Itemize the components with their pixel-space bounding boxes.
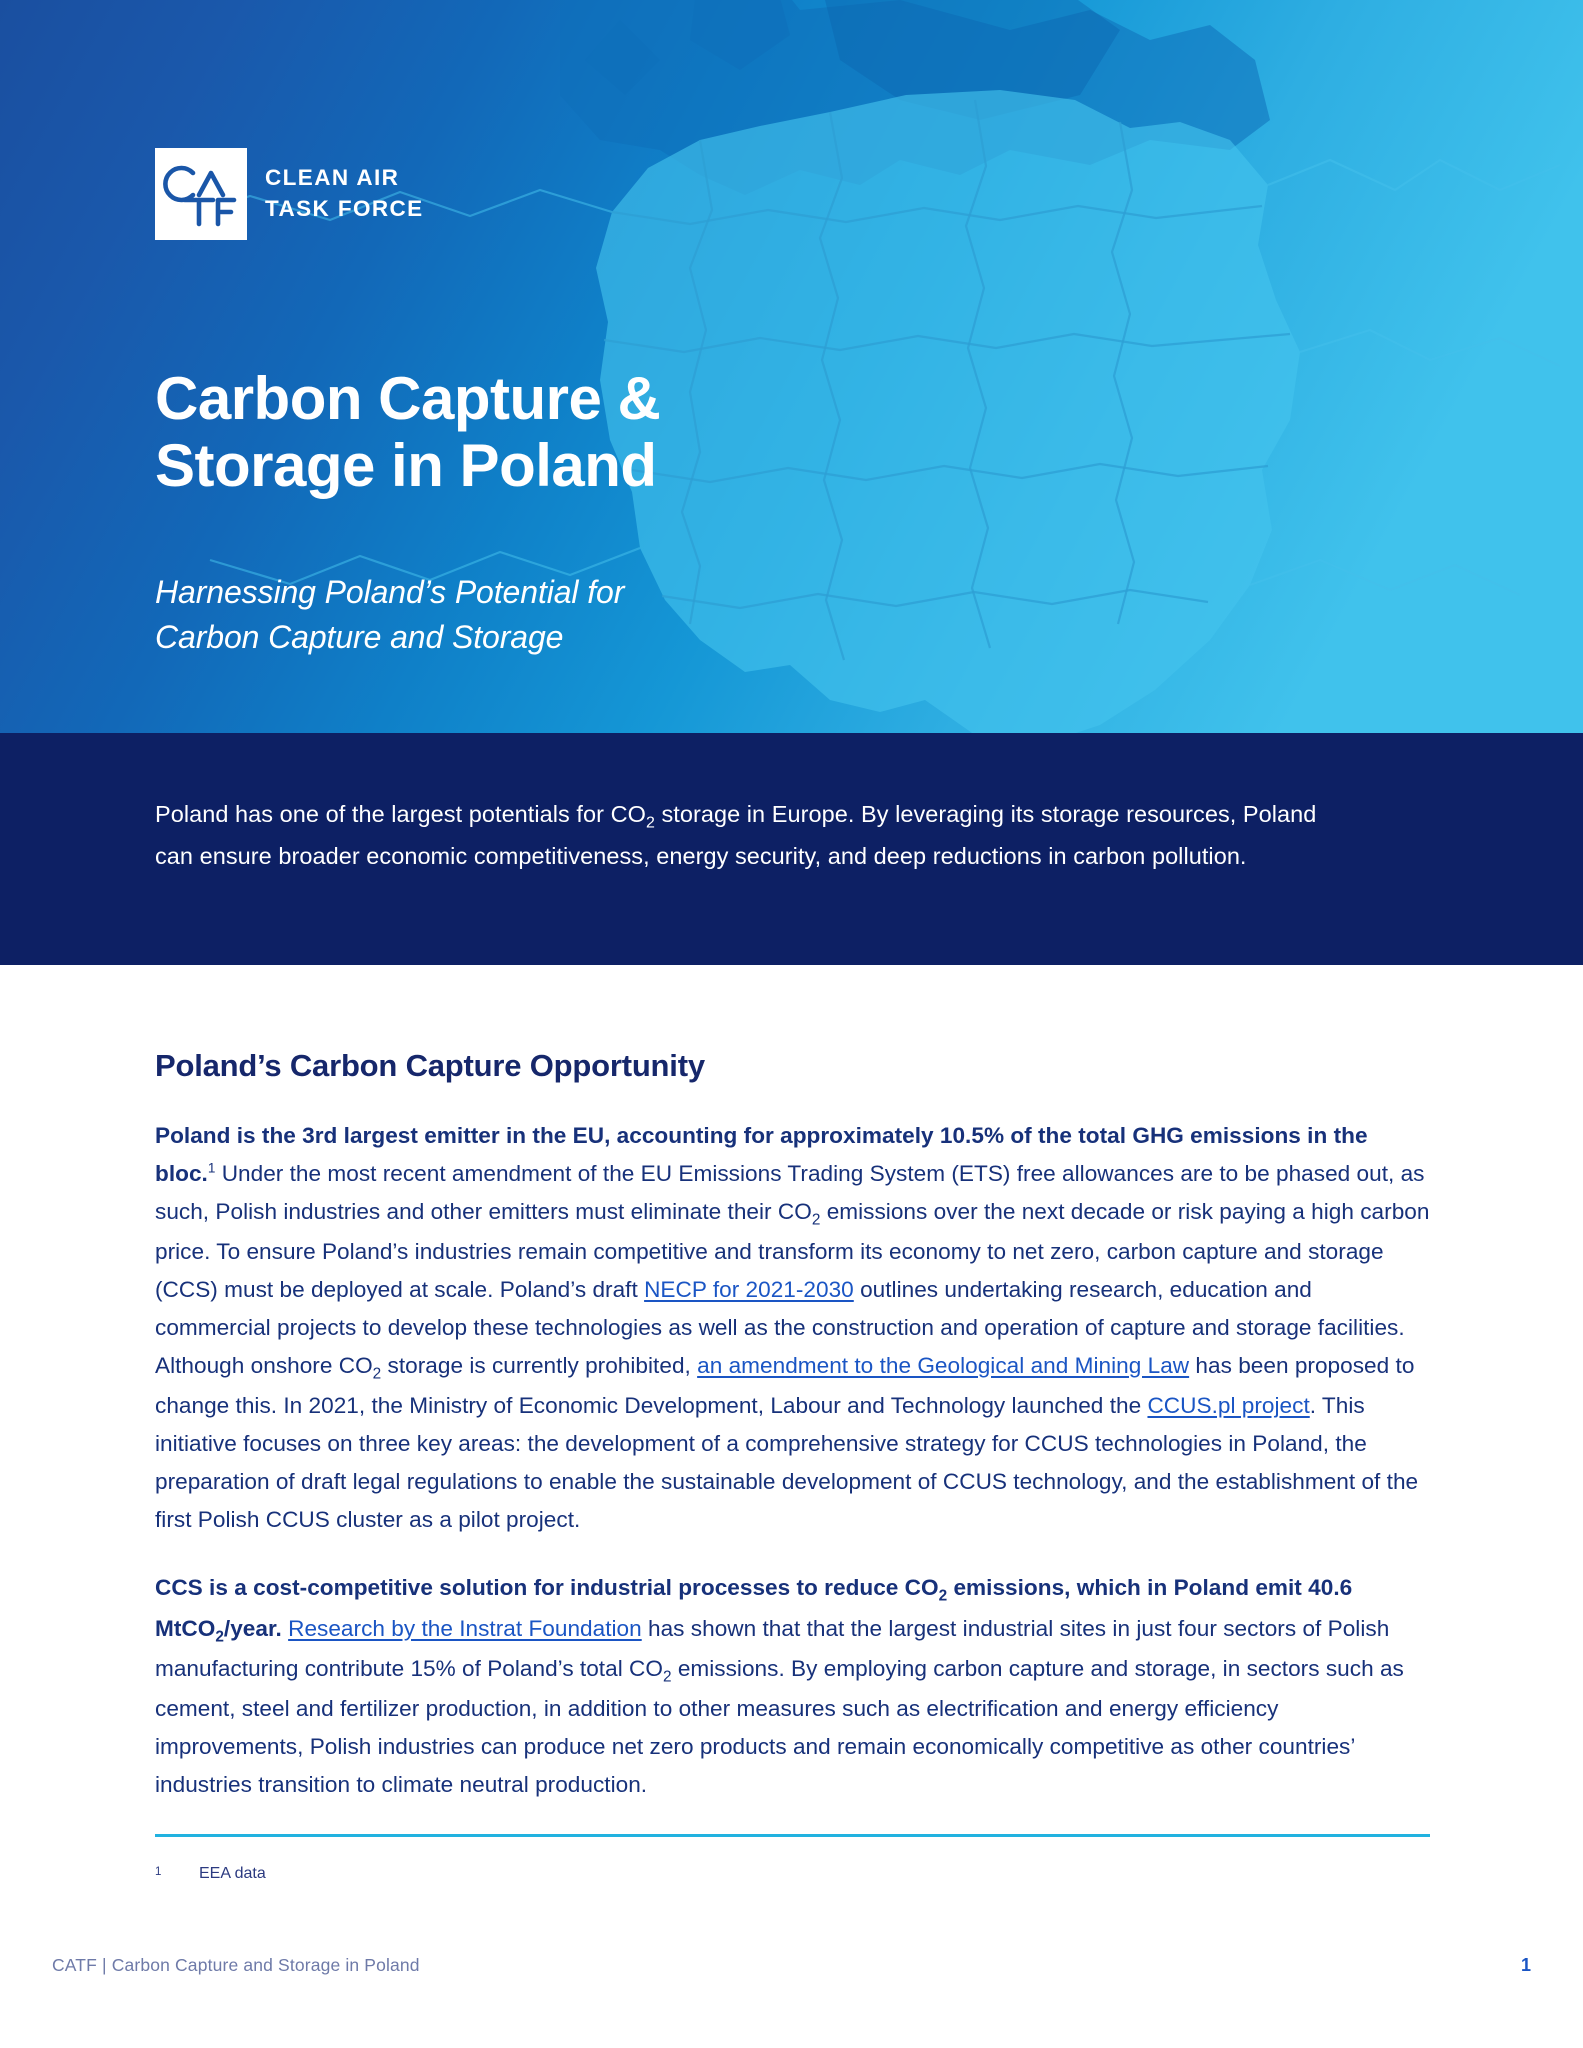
paragraph-1-text-f: . This initiative focuses on three key areas: the development of a comprehensive strategy for CCUS technologies in Poland, the preparation of draft legal regulations to enable the sustainable development of CCUS technology, and the establishment of the first Polish CCUS cluster as a pilot project. xyxy=(155,1393,1419,1533)
link-instrat-foundation-research[interactable]: Research by the Instrat Foundation xyxy=(288,1615,642,1641)
paragraph-2-bold-lead-b: emissions, which in Poland emit 40.6 MtCO xyxy=(155,1575,1353,1641)
footnote-reference: 1 xyxy=(207,1160,216,1176)
page-subtitle xyxy=(155,570,624,661)
subscript: 2 xyxy=(662,1668,672,1686)
catf-logo xyxy=(155,148,424,240)
paragraph-1-text-c: outlines undertaking research, education and commercial projects to develop these technologies as well as the construction and operation of capture and storage facilities. Although onshore CO xyxy=(155,1277,1405,1379)
section-heading: Poland’s Carbon Capture Opportunity xyxy=(155,1048,705,1083)
summary-text: Poland has one of the largest potentials for $CO_2$ storage in Europe. By leveraging its storage resources, Poland can ensure broader economic competitiveness, energy security, and deep reductions in carbon pollution. xyxy=(155,801,1317,869)
page-subtitle-line-2: Carbon Capture and Storage xyxy=(155,619,564,656)
subscript: 2 xyxy=(372,1365,382,1383)
footnote-text: EEA data xyxy=(199,1865,266,1883)
paragraph-2-bold-lead-a: CCS is a cost-competitive solution for industrial processes to reduce CO xyxy=(155,1575,939,1601)
footer-page-number: 1 xyxy=(1520,1955,1531,1975)
subscript: 2 xyxy=(811,1211,821,1229)
footer-document-label: CATF | Carbon Capture and Storage in Poland xyxy=(52,1955,420,1975)
hero-banner xyxy=(0,0,1583,733)
catf-logo-mark-icon xyxy=(155,148,247,240)
page-title-line-1: Carbon Capture & xyxy=(155,365,661,432)
main-content xyxy=(155,1048,1430,1886)
subscript: 2 xyxy=(938,1587,948,1605)
footnote-divider xyxy=(155,1834,1430,1837)
link-ccus-pl-project[interactable]: CCUS.pl project xyxy=(1147,1393,1310,1419)
footnote xyxy=(155,1863,1430,1885)
link-necp-2021-2030[interactable]: NECP for 2021-2030 xyxy=(644,1277,854,1303)
paragraph-2-bold-lead-c: /year. xyxy=(223,1615,289,1641)
paragraph-1-text-b: emissions over the next decade or risk paying a high carbon price. To ensure Poland’s industries remain competitive and transform its economy to net zero, carbon capture and storage (CCS) must be deployed at scale. Poland’s draft xyxy=(155,1198,1430,1303)
paragraph-1-text-e: has been proposed to change this. In 2021, the Ministry of Economic Development, Labour and Technology launched the xyxy=(155,1353,1415,1419)
paragraph-1-text-a: Under the most recent amendment of the EU Emissions Trading System (ETS) free allowances are to be phased out, as such, Polish industries and other emitters must eliminate their CO xyxy=(155,1160,1425,1224)
subscript: 2 xyxy=(645,814,655,832)
paragraph-1-text-d: storage is currently prohibited, xyxy=(381,1353,698,1379)
body-paragraph-2 xyxy=(155,1569,1430,1804)
body-paragraph-1 xyxy=(155,1117,1430,1539)
footnote-number: 1 xyxy=(155,1866,162,1879)
page-title xyxy=(155,365,660,499)
logo-line-1: CLEAN AIR xyxy=(265,165,400,191)
catf-logo-wordmark xyxy=(265,163,424,224)
paragraph-2-text-b: emissions. By employing carbon capture and storage, in sectors such as cement, steel and fertilizer production, in addition to other measures such as electrification and energy efficiency improvements, Polish industries can produce net zero products and remain economically competitive as other countries’ industries transition to climate neutral production. xyxy=(155,1655,1404,1798)
page-footer xyxy=(0,1955,1583,1976)
paragraph-2-text-a: has shown that that the largest industrial sites in just four sectors of Polish manufacturing contribute 15% of Poland’s total CO xyxy=(155,1615,1390,1681)
page-title-line-2: Storage in Poland xyxy=(155,432,657,500)
paragraph-1-bold-lead: Poland is the 3rd largest emitter in the EU, accounting for approximately 10.5% of the total GHG emissions in the bloc. xyxy=(155,1123,1368,1186)
page-subtitle-line-1: Harnessing Poland’s Potential for xyxy=(155,574,625,610)
subscript: 2 xyxy=(215,1628,224,1646)
link-geological-mining-law-amendment[interactable]: an amendment to the Geological and Mining Law xyxy=(697,1353,1190,1379)
logo-line-2: TASK FORCE xyxy=(265,196,424,221)
